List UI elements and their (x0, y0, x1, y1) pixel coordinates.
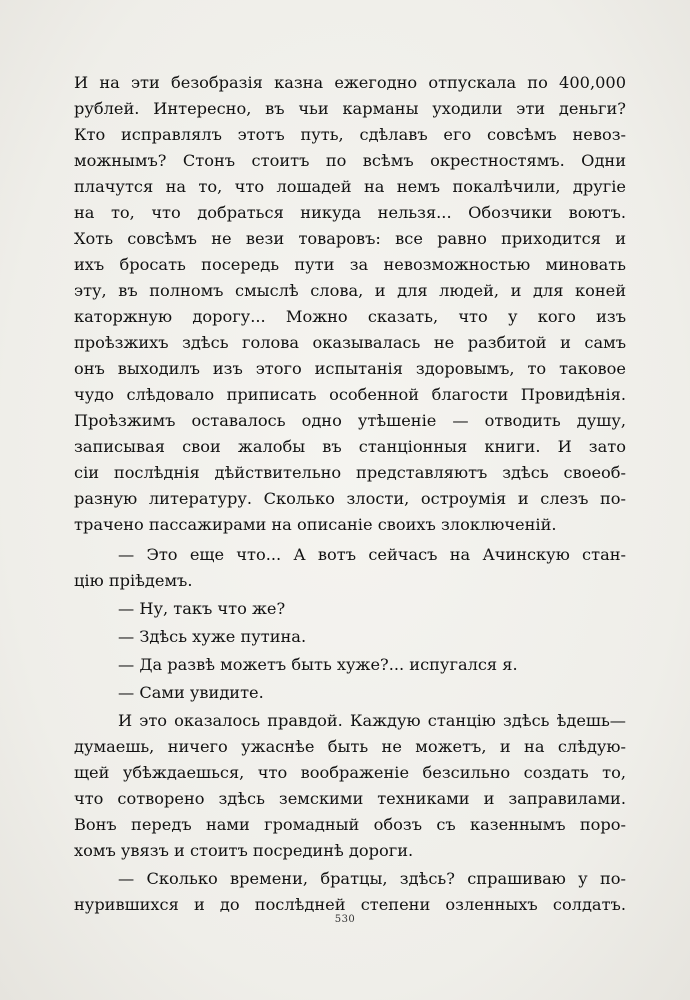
dialogue-line: цію пріѣдемъ. (74, 571, 193, 590)
text-line: эту, въ полномъ смыслѣ слова, и для людей, и для коней (74, 281, 626, 300)
text-line: записывая свои жалобы въ станціонныя книги. И зато (74, 437, 626, 456)
text-line: щей убѣждаешься, что воображеніе безсильно создать то, (74, 763, 626, 782)
text-line: что сотворено здѣсь земскими техниками и заправилами. (74, 789, 626, 808)
text-line: Вонъ передъ нами громадный обозъ съ казеннымъ поро- (74, 815, 626, 834)
dialogue-line: — Сколько времени, братцы, здѣсь? спрашиваю у по- (118, 869, 626, 888)
text-line: И на эти безобразія казна ежегодно отпускала по 400,000 (74, 73, 626, 92)
text-line: нурившихся и до послѣдней степени озленныхъ солдатъ. (74, 895, 626, 914)
dialogue-line: — Здѣсь хуже путина. (118, 627, 307, 646)
text-line: Проѣзжимъ оставалось одно утѣшеніе — отводить душу, (74, 411, 626, 430)
text-line: онъ выходилъ изъ этого испытанія здоровымъ, то таковое (74, 359, 626, 378)
text-line: на то, что добраться никуда нельзя... Обозчики воютъ. (74, 203, 626, 222)
dialogue-line: — Это еще что... А вотъ сейчасъ на Ачинскую стан- (118, 545, 626, 564)
text-line: Хоть совсѣмъ не вези товаровъ: все равно приходится и (74, 229, 626, 248)
text-line: разную литературу. Сколько злости, остроумія и слезъ по- (74, 489, 626, 508)
text-line: Кто исправлялъ этотъ путь, сдѣлавъ его совсѣмъ невоз- (74, 125, 626, 144)
text-line: трачено пассажирами на описаніе своихъ злоключеній. (74, 515, 557, 534)
dialogue-line: — Сами увидите. (118, 683, 264, 702)
dialogue-line: — Ну, такъ что же? (118, 599, 286, 618)
text-line: чудо слѣдовало приписать особенной благости Провидѣнія. (74, 385, 626, 404)
text-line: сіи послѣднія дѣйствительно представляютъ здѣсь своеоб- (74, 463, 626, 482)
page-number: 530 (334, 914, 356, 925)
text-line: можнымъ? Стонъ стоитъ по всѣмъ окрестностямъ. Одни (74, 151, 626, 170)
dialogue-line: — Да развѣ можетъ быть хуже?... испугался я. (118, 655, 518, 674)
text-line: каторжную дорогу... Можно сказать, что у кого изъ (74, 307, 626, 326)
text-line: ихъ бросать посередь пути за невозможностью миновать (74, 255, 626, 274)
text-line: хомъ увязъ и стоитъ посрединѣ дороги. (74, 841, 414, 860)
text-line: рублей. Интересно, въ чьи карманы уходили эти деньги? (74, 99, 626, 118)
text-line: проѣзжихъ здѣсь голова оказывалась не разбитой и самъ (74, 333, 626, 352)
text-line: думаешь, ничего ужаснѣе быть не можетъ, и на слѣдую- (74, 737, 626, 756)
text-line: И это оказалось правдой. Каждую станцію здѣсь ѣдешь— (118, 711, 626, 730)
text-line: плачутся на то, что лошадей на немъ покалѣчили, другіе (74, 177, 626, 196)
